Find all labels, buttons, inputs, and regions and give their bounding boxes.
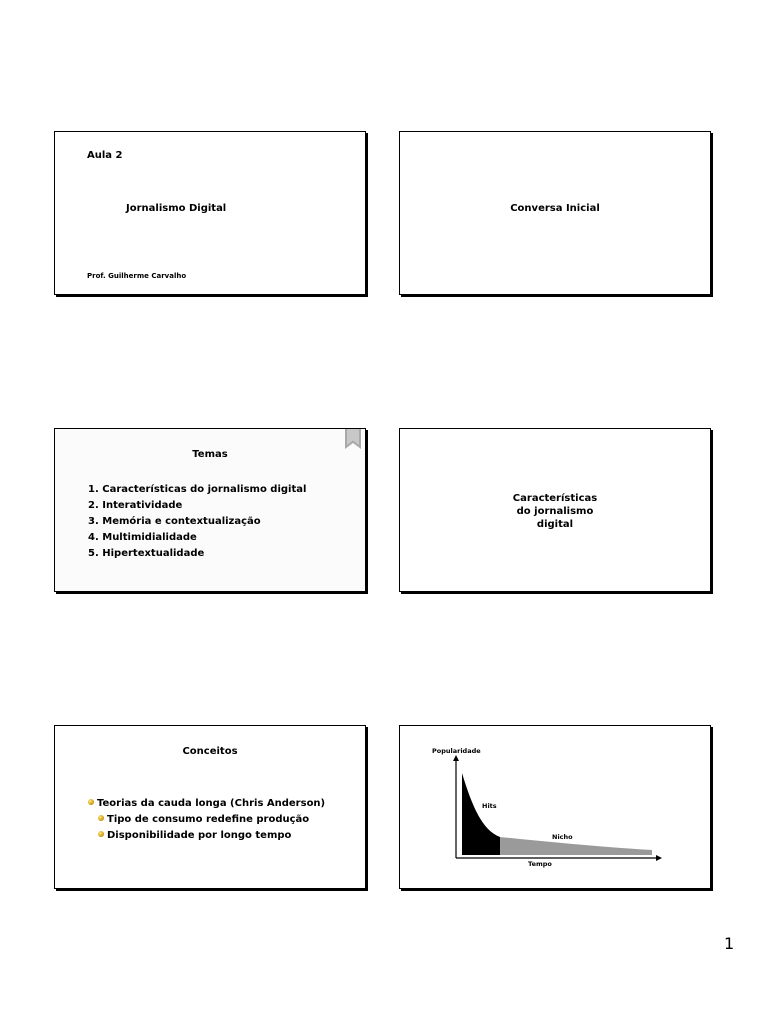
topics-list	[88, 482, 306, 562]
list-item: 4. Multimidialidade	[88, 532, 197, 543]
slide-5	[54, 725, 366, 889]
slide-title: Jornalismo Digital	[126, 203, 227, 214]
list-item: 2. Interatividade	[88, 500, 183, 511]
long-tail-chart	[400, 726, 712, 890]
bullet-text: Disponibilidade por longo tempo	[107, 830, 292, 841]
bullet-text: Teorias da cauda longa (Chris Anderson)	[97, 798, 326, 809]
list-item: 3. Memória e contextualização	[88, 516, 261, 527]
slide-2	[399, 131, 711, 295]
page-number: 1	[724, 934, 735, 953]
hits-label: Hits	[482, 802, 497, 810]
slide-title: Conversa Inicial	[510, 203, 600, 214]
x-axis-arrow	[656, 855, 662, 861]
list-item: 1. Características do jornalismo digital	[88, 484, 307, 495]
slide-title: Temas	[192, 449, 228, 460]
bookmark-icon	[345, 429, 361, 449]
nicho-label: Nicho	[552, 833, 573, 841]
bullet-text: Tipo de consumo redefine produção	[107, 814, 310, 825]
list-item	[88, 812, 325, 828]
slide-aula-label: Aula 2	[87, 150, 123, 161]
bullet-icon	[98, 815, 104, 821]
slide-title: Conceitos	[182, 746, 238, 757]
list-item	[88, 796, 325, 812]
hits-area	[462, 773, 500, 855]
bullet-icon	[98, 831, 104, 837]
slide-author: Prof. Guilherme Carvalho	[87, 272, 187, 280]
slide-4	[399, 428, 711, 592]
concepts-list	[88, 796, 325, 844]
slide-1	[54, 131, 366, 295]
slide-title: Características do jornalismo digital	[512, 493, 598, 530]
slide-6	[399, 725, 711, 889]
y-axis-arrow	[453, 755, 459, 761]
slide-3	[54, 428, 366, 592]
nicho-area	[500, 837, 652, 855]
list-item	[88, 828, 325, 844]
list-item: 5. Hipertextualidade	[88, 548, 205, 559]
bullet-icon	[88, 799, 94, 805]
y-axis-label: Popularidade	[432, 747, 481, 755]
x-axis-label: Tempo	[528, 860, 552, 868]
